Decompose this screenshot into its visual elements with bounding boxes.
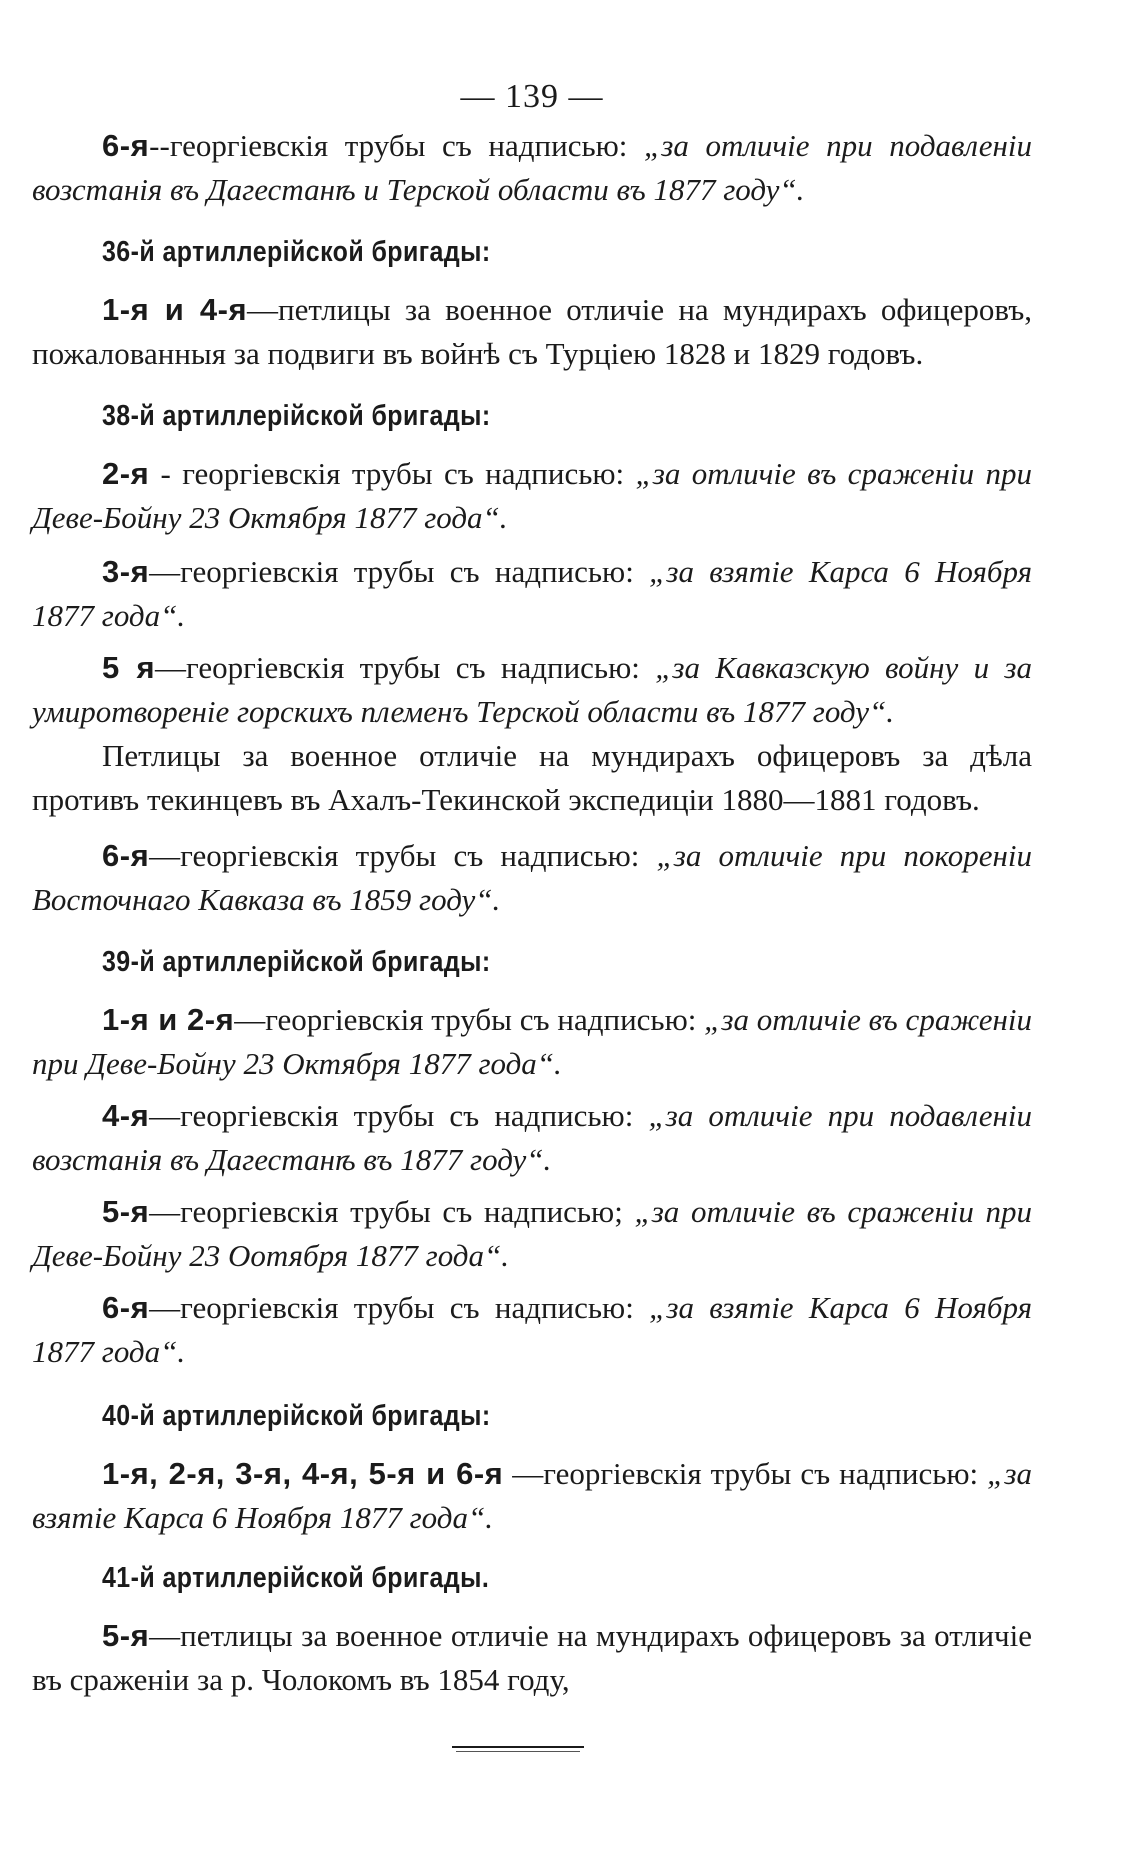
paragraph-text: георгіевскія трубы съ надписью: <box>180 554 650 589</box>
paragraph-number: 1-я, 2-я, 3-я, 4-я, 5-я и 6-я <box>102 1456 504 1491</box>
paragraph-number: 3-я <box>102 554 150 589</box>
paragraph-5 <box>32 646 1032 734</box>
paragraph-2 <box>32 288 1032 376</box>
paragraph-text: георгіевскія трубы съ надписью; <box>180 1194 635 1229</box>
inscription-quote: „за отличіе при покореніи Восточнаго Кавказа въ 1859 году“. <box>32 838 1032 917</box>
inscription-quote: „за Кавказскую войну и за умиротвореніе горскихъ племенъ Терской области въ 1877 году“. <box>32 650 1032 729</box>
paragraph-dash: — <box>247 292 279 327</box>
paragraph-4 <box>32 550 1032 638</box>
end-rule <box>452 1746 584 1748</box>
paragraph-dash: — <box>149 1098 181 1133</box>
paragraph-9 <box>32 1094 1032 1182</box>
paragraph-text: георгіевскія трубы съ надписью: <box>180 838 657 873</box>
section-heading-40: 40-й артиллерійской бригады: <box>102 1400 491 1432</box>
section-heading-39: 39-й артиллерійской бригады: <box>102 946 491 978</box>
paragraph-number: 5-я <box>102 1194 150 1229</box>
paragraph-10 <box>32 1190 1032 1278</box>
paragraph-dash: — <box>149 1290 181 1325</box>
paragraph-1 <box>32 124 1032 212</box>
paragraph-text: георгіевскія трубы съ надписью: <box>169 128 645 163</box>
inscription-quote: „за отличіе при подавленіи возстанія въ Дагестанѣ въ 1877 году“. <box>32 1098 1032 1177</box>
paragraph-dash: -- <box>149 128 170 163</box>
paragraph-number: 1-я и 4-я <box>102 292 248 327</box>
paragraph-8 <box>32 998 1032 1086</box>
paragraph-text: георгіевскія трубы съ надписью: <box>180 1290 650 1325</box>
paragraph-dash: — <box>503 1456 544 1491</box>
section-heading-38: 38-й артиллерійской бригады: <box>102 400 491 432</box>
paragraph-dash: — <box>155 650 187 685</box>
paragraph-dash: — <box>149 838 181 873</box>
paragraph-number: 4-я <box>102 1098 150 1133</box>
paragraph-dash: — <box>149 1194 181 1229</box>
paragraph-dash: — <box>149 554 181 589</box>
paragraph-dash: — <box>234 1002 266 1037</box>
end-rule-underline <box>456 1751 580 1752</box>
paragraph-number: 5-я <box>102 1618 150 1653</box>
inscription-quote: „за отличіе въ сраженіи при Деве-Бойну 23 Октября 1877 года“. <box>32 1002 1032 1081</box>
inscription-quote: „за отличіе при подавленіи возстанія въ Дагестанѣ и Терской области въ 1877 году“. <box>32 128 1032 207</box>
paragraph-11 <box>32 1286 1032 1374</box>
book-page <box>32 0 1032 1867</box>
paragraph-number: 6-я <box>102 838 150 873</box>
paragraph-7 <box>32 834 1032 922</box>
paragraph-number: 6-я <box>102 128 150 163</box>
page-number: — 139 — <box>460 78 604 115</box>
paragraph-12 <box>32 1452 1032 1540</box>
paragraph-text: георгіевскія трубы съ надписью: <box>180 1098 649 1133</box>
paragraph-text: георгіевскія трубы съ надписью: <box>265 1002 705 1037</box>
inscription-quote: „за взятіе Карса 6 Ноября 1877 года“. <box>32 554 1032 633</box>
paragraph-number: 2-я <box>102 456 150 491</box>
paragraph-text: петлицы за военное отличіе на мундирахъ офицеровъ за отличіе въ сраженіи за р. Чолокомъ въ 1854 году, <box>32 1618 1032 1697</box>
section-heading-41: 41-й артиллерійской бригады. <box>102 1562 490 1594</box>
paragraph-text: георгіевскія трубы съ надписью: <box>186 650 656 685</box>
inscription-quote: „за взятіе Карса 6 Ноября 1877 года“. <box>32 1456 1032 1535</box>
paragraph-dash: - <box>149 456 183 491</box>
paragraph-text: георгіевскія трубы съ надписью: <box>543 1456 988 1491</box>
inscription-quote: „за взятіе Карса 6 Ноября 1877 года“. <box>32 1290 1032 1369</box>
inscription-quote: „за отличіе въ сраженіи при Деве-Бойну 23 Октября 1877 года“. <box>32 456 1032 535</box>
paragraph-dash: — <box>149 1618 181 1653</box>
paragraph-3 <box>32 452 1032 540</box>
inscription-quote: „за отличіе въ сраженіи при Деве-Бойну 23 Оотября 1877 года“. <box>32 1194 1032 1273</box>
paragraph-6 <box>32 734 1032 822</box>
section-heading-36: 36-й артиллерійской бригады: <box>102 236 491 268</box>
paragraph-number: 1-я и 2-я <box>102 1002 235 1037</box>
paragraph-number: 6-я <box>102 1290 150 1325</box>
paragraph-number: 5 я <box>102 650 156 685</box>
paragraph-13 <box>32 1614 1032 1702</box>
paragraph-text: георгіевскія трубы съ надписью: <box>182 456 636 491</box>
paragraph-text: Петлицы за военное отличіе на мундирахъ офицеровъ за дѣла противъ текинцевъ въ Ахалъ-Текинской экспедиціи 1880—1881 годовъ. <box>32 738 1032 817</box>
paragraph-text: петлицы за военное отличіе на мундирахъ офицеровъ, пожалованныя за подвиги въ войнѣ съ Турціею 1828 и 1829 годовъ. <box>32 292 1032 371</box>
